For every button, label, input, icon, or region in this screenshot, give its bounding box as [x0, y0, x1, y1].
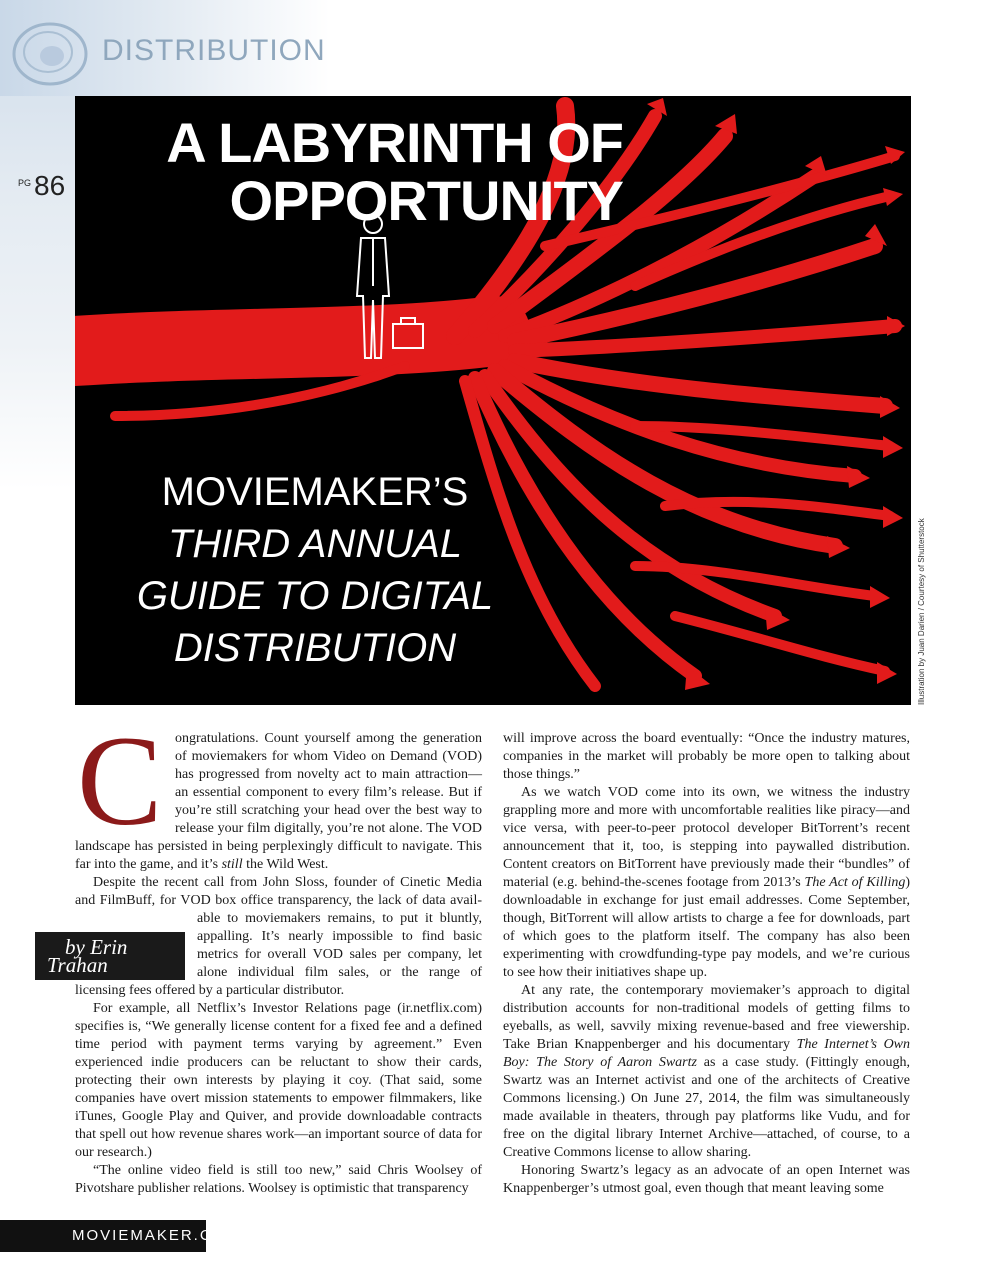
footer-site-link[interactable]: MOVIEMAKER.COM	[0, 1220, 206, 1252]
paragraph-4: “The online video field is still too new,” said Chris Woolsey of Pivotshare publisher relations. Woolsey is optimistic that transparency	[75, 1163, 482, 1196]
page-number	[18, 170, 65, 202]
byline: by Erin Trahan	[35, 932, 185, 980]
paragraph-2a: Despite the recent call from John Sloss, founder of Cinetic Media and FilmBuff, for VOD box office transparency, the lack of data avail-	[75, 875, 482, 908]
paragraph-5: will improve across the board eventually: “Once the industry matures, companies in the market will probably be more open to talking about those things.”	[503, 731, 910, 782]
article-column-left	[47, 730, 482, 1198]
paragraph-8: Honoring Swartz’s legacy as an advocate of an open Internet was Knappenberger’s utmost goal, even though that meant leaving some	[503, 1163, 910, 1196]
subhead-line-3: GUIDE TO DIGITAL	[136, 574, 494, 618]
paragraph-6a: As we watch VOD come into its own, we witness the industry grappling more and more with uncomfortable realities like piracy—and vice versa, with peer-to-peer protocol developer BitTorrent’s recent announcement that it, too, is stepping into paywalled distribution. Content creators on BitTorrent have previously made their “bundles” of material (e.g. behind-the-scenes footage from 2013’s	[503, 785, 910, 890]
article-column-right	[503, 730, 910, 1198]
subhead-line-1: MOVIEMAKER’S	[161, 470, 469, 514]
headline	[75, 111, 623, 232]
paragraph-1-emphasis: still	[221, 857, 243, 872]
paragraph-7	[503, 982, 910, 1162]
section-label: DISTRIBUTION	[102, 34, 326, 67]
paragraph-7-emphasis: The Internet’s Own Boy: The Story of Aaron Swartz	[503, 1037, 911, 1070]
page-prefix: PG	[18, 178, 32, 188]
paragraph-6b: ) downloadable in exchange for just email addresses. Come September, though, BitTorrent will allow artists to charge a fee for downloads, part of which goes to the platform itself. The company has also been experimenting with crowdfunding-type pay models, and we’re curious to see how their initiatives shape up.	[503, 875, 911, 980]
paragraph-6-emphasis: The Act of Killing	[804, 875, 906, 890]
subhead-line-2: THIRD ANNUAL	[167, 522, 463, 566]
paragraph-2	[47, 874, 482, 1000]
headline-line-1: A LABYRINTH OF	[166, 111, 623, 174]
headline-line-2: OPPORTUNITY	[229, 169, 623, 232]
paragraph-3: For example, all Netflix’s Investor Relations page (ir.netflix.com) specifies is, “We generally license content for a fixed fee and a defined time period with payment terms varying by agreement.” Even experienced indie producers can be reluctant to show their cards, protecting their own interests by playing it coy. (That said, some companies have overt mission statements to empower filmmakers, like iTunes, Google Play and Quiver, and provide downloadable contracts that spell out how revenue shares work—an important source of data for our research.)	[75, 1001, 482, 1160]
illustration-credit: Illustration by Juan Darien / Courtesy of Shutterstock	[917, 518, 926, 705]
page-number-value: 86	[34, 170, 66, 201]
swirl-graphic-icon	[8, 14, 98, 94]
paragraph-1-end: the Wild West.	[246, 857, 329, 872]
subheadline	[95, 466, 535, 674]
subhead-line-4: DISTRIBUTION	[173, 626, 457, 670]
dropcap	[75, 732, 171, 832]
paragraph-6	[503, 784, 910, 982]
paragraph-7b: as a case study. (Fittingly enough, Swartz was an Internet activist and one of the architects of Creative Commons licensing.) On June 27, 2014, the film was simultaneously made available in theaters, through pay platforms like Vudu, and for free on the digital library Internet Archive—attached, of course, to a Creative Commons license to allow sharing.	[503, 1055, 910, 1160]
hero-illustration	[75, 96, 911, 705]
dropcap-letter: C	[77, 732, 163, 832]
paragraph-1-text: ongratulations. Count yourself among the generation of moviemakers for whom Video on Demand (VOD) has progressed from novelty act to main attraction—an essential component to every film’s release. But if you’re still scratching your head over the best way to release your film digitally, you’re not alone. The VOD landscape has persisted in being perplexingly difficult to navigate. This far into the game, and it’s	[75, 731, 482, 872]
paragraph-7a: At any rate, the contemporary moviemaker’s approach to digital distribution accounts for non-traditional models of getting films to eyeballs, as well, savvily mixing revenue-based and free viewership. Take Brian Knappenberger and his documentary	[503, 983, 910, 1052]
paragraph-2b: able to moviemakers remains, to put it bluntly, appalling. It’s nearly impossible to find basic metrics for overall VOD sales per company, let alone individual film sales, or the range of licensing fees offered by a particular distributor.	[75, 911, 482, 998]
